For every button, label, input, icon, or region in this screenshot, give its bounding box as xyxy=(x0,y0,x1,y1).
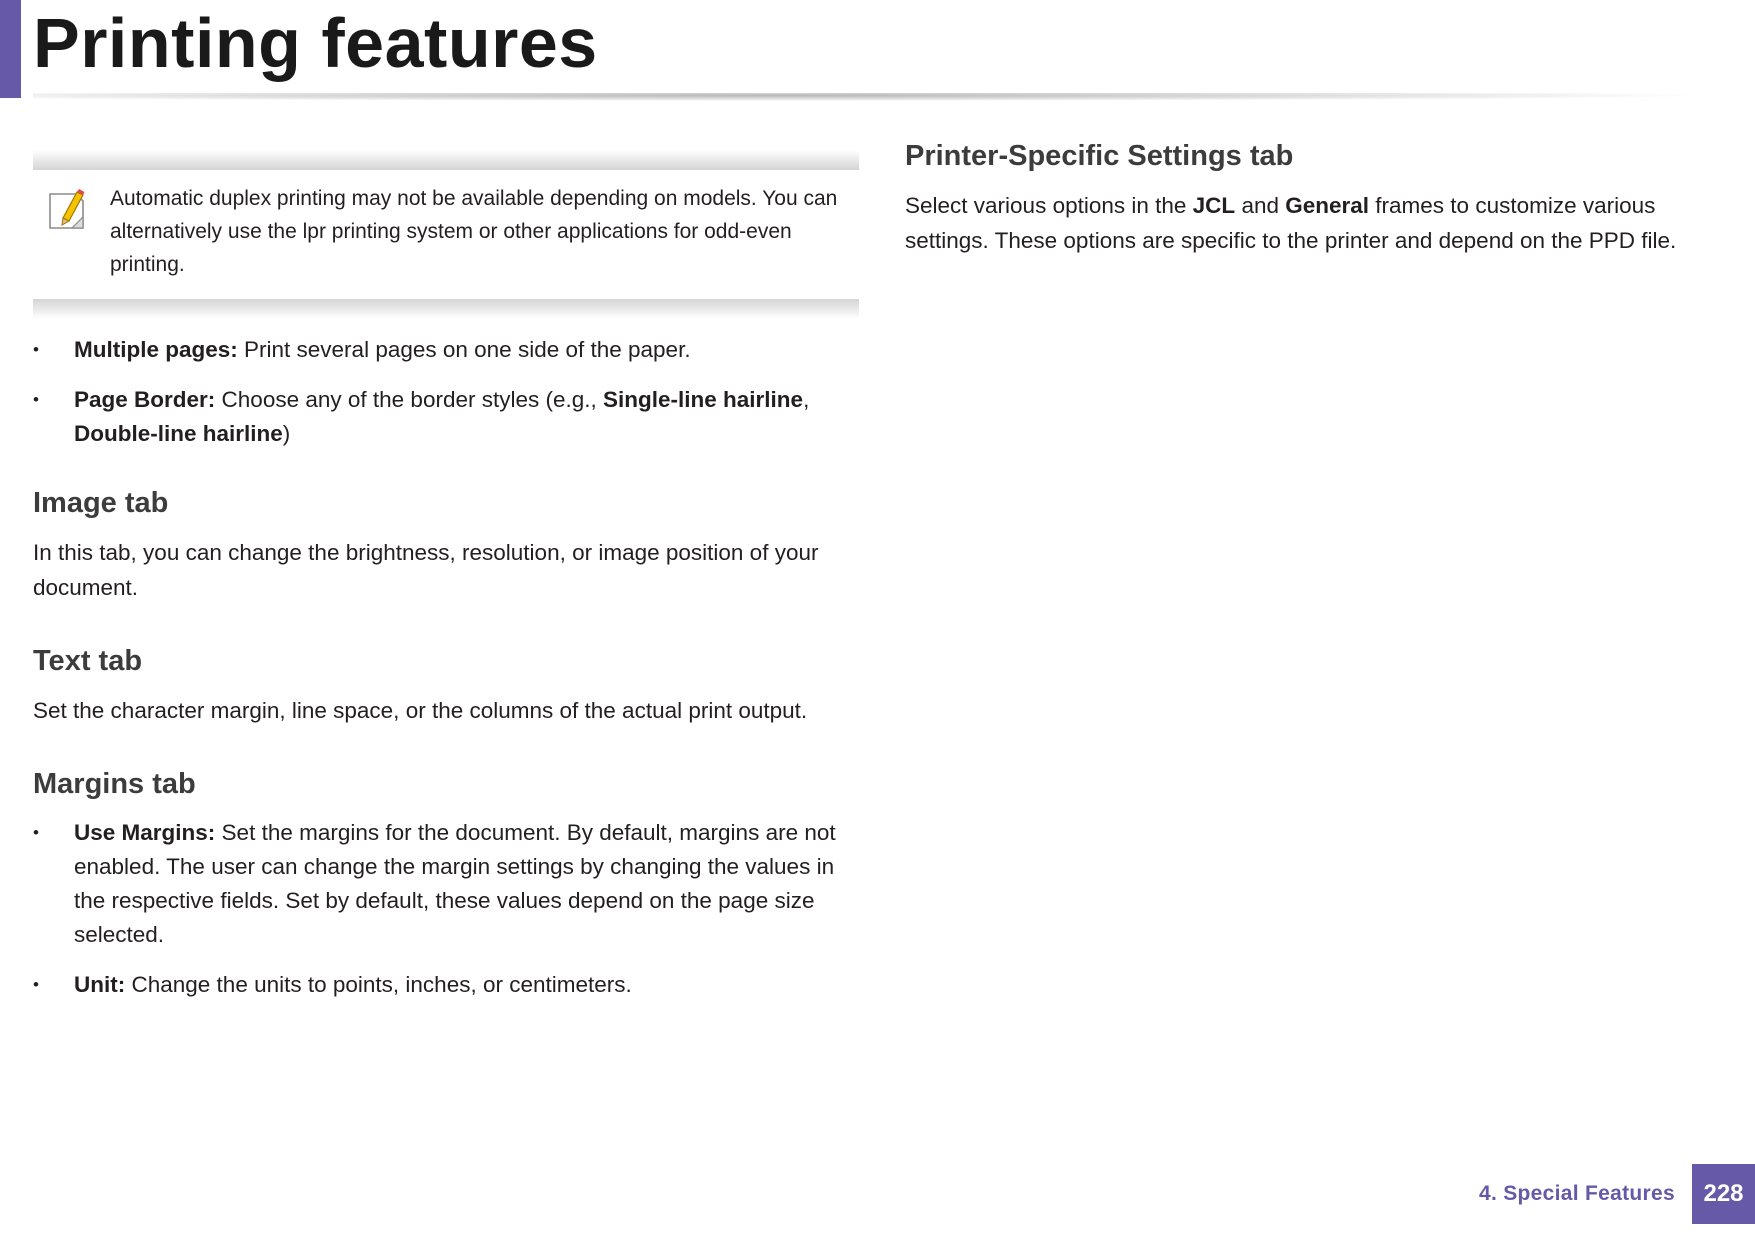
bullet-label: Page Border: xyxy=(74,387,216,412)
bullet-label: Multiple pages: xyxy=(74,337,238,362)
right-column xyxy=(905,138,1725,258)
general-term: General xyxy=(1285,193,1370,218)
title-divider xyxy=(33,93,1693,101)
image-tab-body: In this tab, you can change the brightness, resolution, or image position of your document. xyxy=(33,540,819,600)
image-tab-heading: Image tab xyxy=(33,487,169,519)
bullet-list-top xyxy=(33,333,859,451)
note-box xyxy=(33,150,859,319)
bullet-label: Unit: xyxy=(74,972,126,997)
list-item xyxy=(33,383,859,451)
text-tab-heading: Text tab xyxy=(33,645,143,677)
bullet-emphasis: Single-line hairline xyxy=(603,387,804,412)
page-title: Printing features xyxy=(33,4,598,82)
footer-section-label: 4. Special Features xyxy=(1479,1182,1675,1205)
jcl-term: JCL xyxy=(1192,193,1236,218)
text-tab-section xyxy=(33,643,859,728)
bullet-label: Use Margins: xyxy=(74,820,216,845)
margins-bullet-list xyxy=(33,816,859,1002)
bullet-text: Choose any of the border styles (e.g., xyxy=(215,387,604,412)
printer-specific-body xyxy=(905,188,1725,258)
bullet-emphasis: Double-line hairline xyxy=(74,421,283,446)
body-text: Select various options in the xyxy=(905,193,1193,218)
printer-specific-heading: Printer-Specific Settings tab xyxy=(905,140,1294,172)
note-bottom-shade xyxy=(33,299,859,319)
image-tab-section xyxy=(33,485,859,605)
bullet-text: Change the units to points, inches, or centimeters. xyxy=(125,972,632,997)
note-top-shade xyxy=(33,150,859,170)
title-accent-bar xyxy=(0,0,21,98)
bullet-text: Set the margins for the document. By default, margins are not enabled. The user can change the margin settings by changing the values in the respective fields. Set by default, these values depend on the page size selected. xyxy=(74,820,836,947)
bullet-text: Print several pages on one side of the paper. xyxy=(237,337,691,362)
note-text: Automatic duplex printing may not be available depending on models. You can alternatively use the lpr printing system or other applications for odd-even printing. xyxy=(110,187,838,276)
margins-tab-section xyxy=(33,766,859,1002)
bullet-separator: , xyxy=(803,387,810,412)
note-body xyxy=(33,170,859,299)
pencil-note-icon xyxy=(47,188,87,234)
page-number-badge: 228 xyxy=(1692,1164,1755,1224)
left-column xyxy=(33,150,859,1018)
list-item xyxy=(33,333,859,367)
list-item xyxy=(33,968,859,1002)
bullet-end: ) xyxy=(282,421,291,446)
list-item xyxy=(33,816,859,952)
body-text: frames to customize various settings. These options are specific to the printer and depend on the PPD file. xyxy=(905,193,1677,253)
margins-tab-heading: Margins tab xyxy=(33,768,196,800)
text-tab-body: Set the character margin, line space, or the columns of the actual print output. xyxy=(33,698,808,723)
body-text: and xyxy=(1235,193,1286,218)
